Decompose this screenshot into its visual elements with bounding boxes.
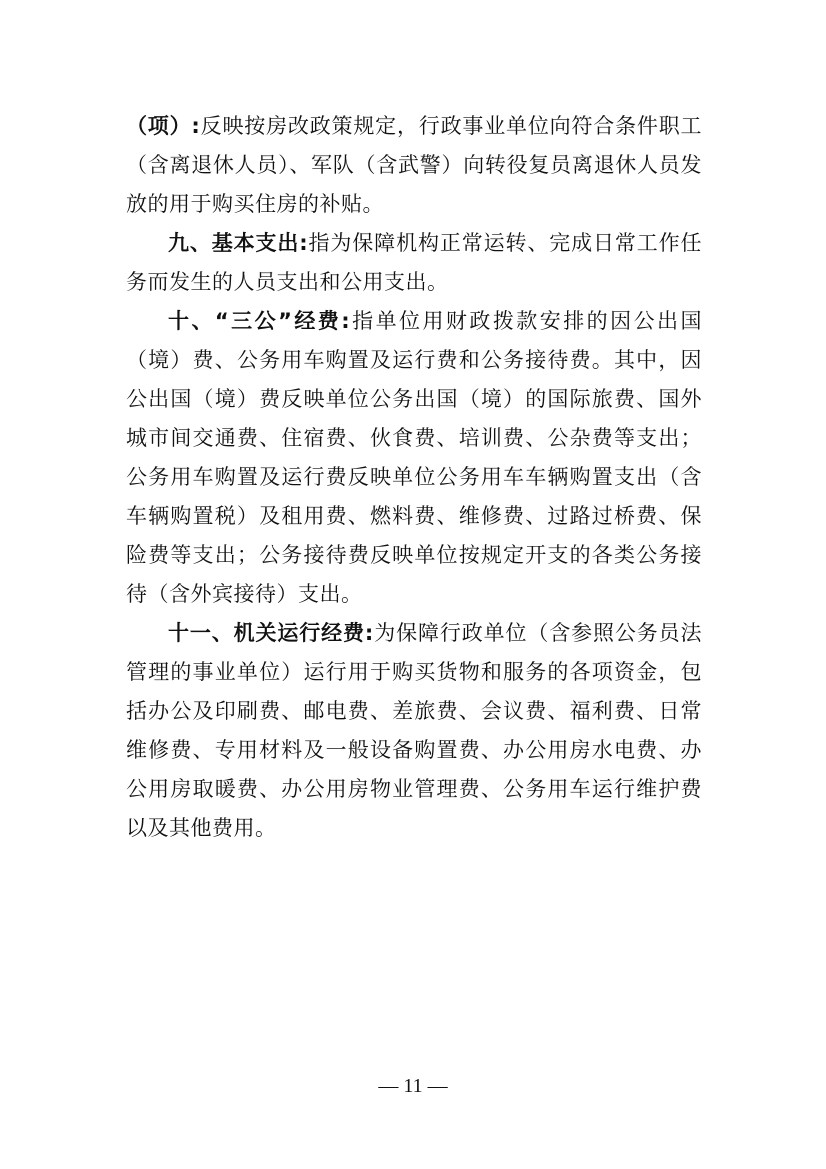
term-label: 十、“三公”经费: bbox=[168, 309, 351, 333]
paragraph-text: 为保障行政单位（含参照公务员法管理的事业单位）运行用于购买货物和服务的各项资金，包括办公及印刷费、邮电费、差旅费、会议费、福利费、日常维修费、专用材料及一般设备购置费、办公用房水电费、办公用房取暖费、办公用房物业管理费、公务用车运行维护费以及其他费用。 bbox=[126, 621, 702, 840]
term-label: （项）: bbox=[126, 114, 201, 138]
paragraph-housing-subsidy bbox=[126, 107, 702, 224]
paragraph-operating-expenses bbox=[126, 614, 702, 848]
paragraph-text: 反映按房改政策规定，行政事业单位向符合条件职工（含离退休人员）、军队（含武警）向转役复员离退休人员发放的用于购买住房的补贴。 bbox=[126, 114, 703, 216]
term-label: 十一、机关运行经费: bbox=[168, 621, 374, 645]
paragraph-text: 指单位用财政拨款安排的因公出国（境）费、公务用车购置及运行费和公务接待费。其中，因公出国（境）费反映单位公务出国（境）的国际旅费、国外城市间交通费、住宿费、伙食费、培训费、公杂费等支出；公务用车购置及运行费反映单位公务用车车辆购置支出（含车辆购置税）及租用费、燃料费、维修费、过路过桥费、保险费等支出；公务接待费反映单位按规定开支的各类公务接待（含外宾接待）支出。 bbox=[126, 309, 702, 606]
paragraph-basic-expenditure bbox=[126, 224, 702, 302]
document-body bbox=[126, 107, 702, 848]
page-number: — 11 — bbox=[378, 1075, 448, 1097]
term-label: 九、基本支出: bbox=[168, 231, 309, 255]
paragraph-text: 指为保障机构正常运转、完成日常工作任务而发生的人员支出和公用支出。 bbox=[126, 231, 702, 294]
paragraph-three-public-expenses bbox=[126, 302, 702, 614]
